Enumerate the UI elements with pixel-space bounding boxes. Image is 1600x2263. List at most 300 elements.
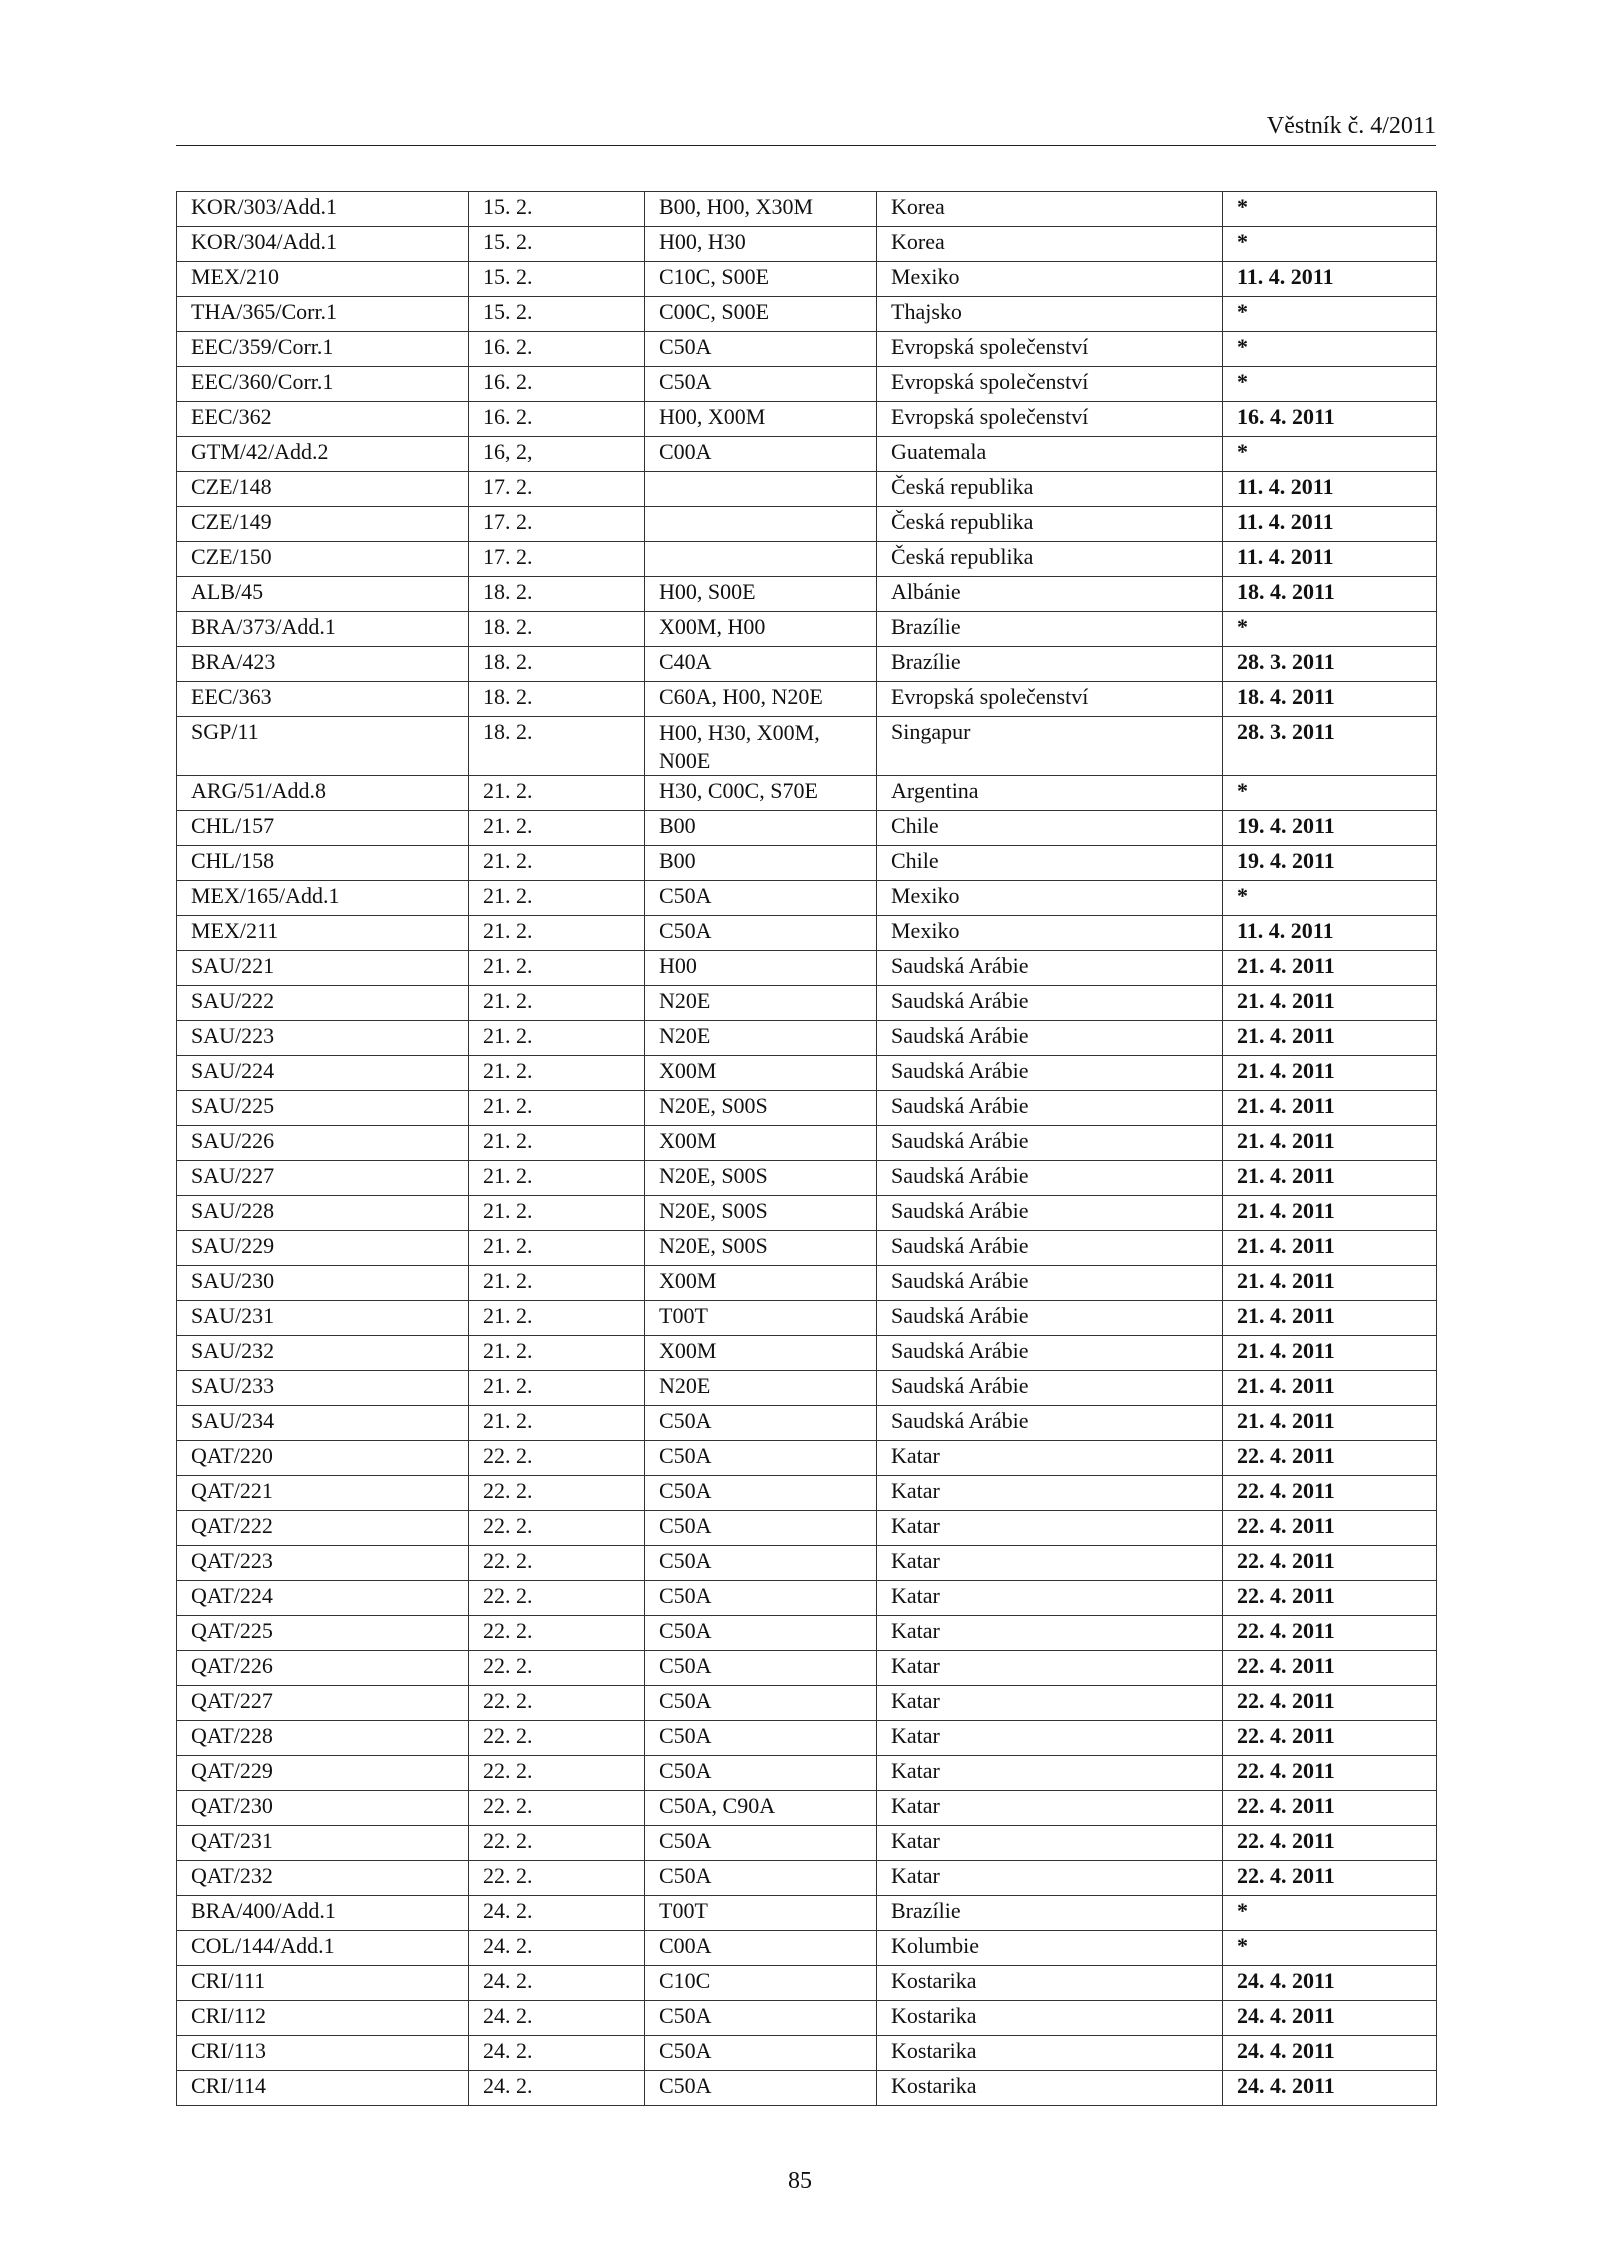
- table-row: [177, 332, 1437, 367]
- date-cell: 22. 2.: [469, 1861, 645, 1896]
- country-cell: Chile: [877, 846, 1223, 881]
- date-cell: 15. 2.: [469, 262, 645, 297]
- deadline-cell: 21. 4. 2011: [1223, 1021, 1437, 1056]
- date-cell: 21. 2.: [469, 1266, 645, 1301]
- country-cell: Katar: [877, 1476, 1223, 1511]
- table-row: [177, 542, 1437, 577]
- table-row: [177, 811, 1437, 846]
- deadline-cell: 18. 4. 2011: [1223, 682, 1437, 717]
- table-row: [177, 717, 1437, 776]
- document-symbol-cell: CRI/111: [177, 1966, 469, 2001]
- code-cell: C50A: [645, 332, 877, 367]
- document-symbol-cell: EEC/363: [177, 682, 469, 717]
- table-row: [177, 1126, 1437, 1161]
- document-symbol-cell: SAU/231: [177, 1301, 469, 1336]
- date-cell: 16, 2,: [469, 437, 645, 472]
- country-cell: Katar: [877, 1791, 1223, 1826]
- code-cell: C50A: [645, 1511, 877, 1546]
- code-cell: B00, H00, X30M: [645, 192, 877, 227]
- date-cell: 15. 2.: [469, 227, 645, 262]
- document-symbol-cell: KOR/303/Add.1: [177, 192, 469, 227]
- code-cell: B00: [645, 846, 877, 881]
- date-cell: 21. 2.: [469, 916, 645, 951]
- document-symbol-cell: QAT/232: [177, 1861, 469, 1896]
- code-cell: C50A: [645, 1651, 877, 1686]
- date-cell: 21. 2.: [469, 1091, 645, 1126]
- deadline-cell: *: [1223, 332, 1437, 367]
- date-cell: 21. 2.: [469, 776, 645, 811]
- table-row: [177, 1476, 1437, 1511]
- deadline-cell: 24. 4. 2011: [1223, 2071, 1437, 2106]
- document-symbol-cell: SAU/228: [177, 1196, 469, 1231]
- date-cell: 21. 2.: [469, 986, 645, 1021]
- date-cell: 21. 2.: [469, 811, 645, 846]
- deadline-cell: 11. 4. 2011: [1223, 262, 1437, 297]
- code-cell: H00: [645, 951, 877, 986]
- document-symbol-cell: SAU/230: [177, 1266, 469, 1301]
- date-cell: 22. 2.: [469, 1686, 645, 1721]
- document-symbol-cell: SAU/223: [177, 1021, 469, 1056]
- deadline-cell: 22. 4. 2011: [1223, 1826, 1437, 1861]
- date-cell: 22. 2.: [469, 1721, 645, 1756]
- deadline-cell: 28. 3. 2011: [1223, 647, 1437, 682]
- country-cell: Kostarika: [877, 1966, 1223, 2001]
- code-cell: T00T: [645, 1896, 877, 1931]
- document-symbol-cell: THA/365/Corr.1: [177, 297, 469, 332]
- deadline-cell: 18. 4. 2011: [1223, 577, 1437, 612]
- document-symbol-cell: QAT/220: [177, 1441, 469, 1476]
- deadline-cell: 19. 4. 2011: [1223, 811, 1437, 846]
- table-row: [177, 192, 1437, 227]
- code-cell: C50A: [645, 2071, 877, 2106]
- table-row: [177, 1756, 1437, 1791]
- table-row: [177, 1686, 1437, 1721]
- document-symbol-cell: KOR/304/Add.1: [177, 227, 469, 262]
- date-cell: 24. 2.: [469, 2036, 645, 2071]
- date-cell: 21. 2.: [469, 1336, 645, 1371]
- country-cell: Evropská společenství: [877, 367, 1223, 402]
- country-cell: Brazílie: [877, 1896, 1223, 1931]
- country-cell: Argentina: [877, 776, 1223, 811]
- date-cell: 16. 2.: [469, 332, 645, 367]
- date-cell: 16. 2.: [469, 367, 645, 402]
- table-row: [177, 1546, 1437, 1581]
- page-header-title: Věstník č. 4/2011: [1266, 113, 1436, 139]
- document-symbol-cell: CZE/149: [177, 507, 469, 542]
- date-cell: 17. 2.: [469, 472, 645, 507]
- document-symbol-cell: SAU/227: [177, 1161, 469, 1196]
- date-cell: 21. 2.: [469, 1371, 645, 1406]
- country-cell: Saudská Arábie: [877, 1266, 1223, 1301]
- deadline-cell: 11. 4. 2011: [1223, 472, 1437, 507]
- deadline-cell: 22. 4. 2011: [1223, 1581, 1437, 1616]
- deadline-cell: 21. 4. 2011: [1223, 1161, 1437, 1196]
- date-cell: 22. 2.: [469, 1791, 645, 1826]
- country-cell: Katar: [877, 1546, 1223, 1581]
- deadline-cell: *: [1223, 1896, 1437, 1931]
- deadline-cell: *: [1223, 612, 1437, 647]
- code-cell: C40A: [645, 647, 877, 682]
- country-cell: Katar: [877, 1651, 1223, 1686]
- document-symbol-cell: CRI/114: [177, 2071, 469, 2106]
- deadline-cell: *: [1223, 881, 1437, 916]
- code-cell: H00, H30, X00M, N00E: [645, 717, 877, 776]
- date-cell: 22. 2.: [469, 1651, 645, 1686]
- table-row: [177, 507, 1437, 542]
- code-cell: C50A: [645, 367, 877, 402]
- deadline-cell: 11. 4. 2011: [1223, 507, 1437, 542]
- table-row: [177, 1336, 1437, 1371]
- table-row: [177, 1056, 1437, 1091]
- code-cell: N20E: [645, 986, 877, 1021]
- code-cell: C60A, H00, N20E: [645, 682, 877, 717]
- table-row: [177, 846, 1437, 881]
- date-cell: 21. 2.: [469, 1056, 645, 1091]
- deadline-cell: 22. 4. 2011: [1223, 1756, 1437, 1791]
- date-cell: 22. 2.: [469, 1476, 645, 1511]
- deadline-cell: 22. 4. 2011: [1223, 1861, 1437, 1896]
- document-symbol-cell: MEX/165/Add.1: [177, 881, 469, 916]
- country-cell: Albánie: [877, 577, 1223, 612]
- code-cell: X00M: [645, 1336, 877, 1371]
- code-cell: C50A: [645, 1546, 877, 1581]
- document-symbol-cell: SAU/229: [177, 1231, 469, 1266]
- table-row: [177, 297, 1437, 332]
- table-row: [177, 1196, 1437, 1231]
- document-symbol-cell: SGP/11: [177, 717, 469, 776]
- deadline-cell: 24. 4. 2011: [1223, 2036, 1437, 2071]
- country-cell: Česká republika: [877, 542, 1223, 577]
- date-cell: 21. 2.: [469, 1231, 645, 1266]
- code-cell: C50A: [645, 2001, 877, 2036]
- deadline-cell: 21. 4. 2011: [1223, 1196, 1437, 1231]
- table-row: [177, 1826, 1437, 1861]
- country-cell: Saudská Arábie: [877, 1161, 1223, 1196]
- table-row: [177, 1021, 1437, 1056]
- table-row: [177, 1896, 1437, 1931]
- document-symbol-cell: CZE/150: [177, 542, 469, 577]
- date-cell: 21. 2.: [469, 846, 645, 881]
- deadline-cell: 28. 3. 2011: [1223, 717, 1437, 776]
- country-cell: Česká republika: [877, 507, 1223, 542]
- date-cell: 21. 2.: [469, 951, 645, 986]
- document-symbol-cell: QAT/231: [177, 1826, 469, 1861]
- date-cell: 18. 2.: [469, 717, 645, 776]
- table-row: [177, 262, 1437, 297]
- deadline-cell: *: [1223, 1931, 1437, 1966]
- document-symbol-cell: EEC/359/Corr.1: [177, 332, 469, 367]
- country-cell: Saudská Arábie: [877, 1091, 1223, 1126]
- code-cell: [645, 507, 877, 542]
- date-cell: 17. 2.: [469, 542, 645, 577]
- country-cell: Evropská společenství: [877, 402, 1223, 437]
- deadline-cell: 19. 4. 2011: [1223, 846, 1437, 881]
- table-row: [177, 776, 1437, 811]
- date-cell: 15. 2.: [469, 297, 645, 332]
- table-row: [177, 1091, 1437, 1126]
- document-symbol-cell: QAT/225: [177, 1616, 469, 1651]
- deadline-cell: 21. 4. 2011: [1223, 1231, 1437, 1266]
- document-symbol-cell: BRA/373/Add.1: [177, 612, 469, 647]
- table-row: [177, 986, 1437, 1021]
- code-cell: H00, H30: [645, 227, 877, 262]
- document-symbol-cell: GTM/42/Add.2: [177, 437, 469, 472]
- date-cell: 24. 2.: [469, 1896, 645, 1931]
- document-symbol-cell: SAU/225: [177, 1091, 469, 1126]
- country-cell: Singapur: [877, 717, 1223, 776]
- code-cell: C50A: [645, 2036, 877, 2071]
- date-cell: 24. 2.: [469, 1931, 645, 1966]
- deadline-cell: 22. 4. 2011: [1223, 1721, 1437, 1756]
- deadline-cell: *: [1223, 227, 1437, 262]
- table-row: [177, 1616, 1437, 1651]
- date-cell: 24. 2.: [469, 2071, 645, 2106]
- table-row: [177, 1966, 1437, 2001]
- document-symbol-cell: EEC/362: [177, 402, 469, 437]
- date-cell: 22. 2.: [469, 1546, 645, 1581]
- code-cell: [645, 472, 877, 507]
- deadline-cell: 11. 4. 2011: [1223, 916, 1437, 951]
- deadline-cell: 22. 4. 2011: [1223, 1511, 1437, 1546]
- code-cell: C50A: [645, 1721, 877, 1756]
- table-row: [177, 881, 1437, 916]
- date-cell: 18. 2.: [469, 682, 645, 717]
- document-symbol-cell: BRA/423: [177, 647, 469, 682]
- country-cell: Kostarika: [877, 2036, 1223, 2071]
- code-cell: C50A: [645, 1756, 877, 1791]
- country-cell: Katar: [877, 1581, 1223, 1616]
- country-cell: Kostarika: [877, 2071, 1223, 2106]
- table-row: [177, 1721, 1437, 1756]
- table-row: [177, 1301, 1437, 1336]
- document-symbol-cell: SAU/221: [177, 951, 469, 986]
- deadline-cell: *: [1223, 437, 1437, 472]
- date-cell: 21. 2.: [469, 1196, 645, 1231]
- table-row: [177, 682, 1437, 717]
- table-row: [177, 1406, 1437, 1441]
- notification-table: [176, 191, 1437, 2106]
- table-row: [177, 2071, 1437, 2106]
- code-cell: C50A: [645, 916, 877, 951]
- date-cell: 22. 2.: [469, 1581, 645, 1616]
- table-row: [177, 916, 1437, 951]
- deadline-cell: 21. 4. 2011: [1223, 1056, 1437, 1091]
- code-cell: N20E, S00S: [645, 1161, 877, 1196]
- country-cell: Katar: [877, 1686, 1223, 1721]
- date-cell: 16. 2.: [469, 402, 645, 437]
- table-row: [177, 472, 1437, 507]
- code-cell: C50A: [645, 1616, 877, 1651]
- code-cell: N20E: [645, 1371, 877, 1406]
- code-cell: N20E, S00S: [645, 1196, 877, 1231]
- document-symbol-cell: SAU/232: [177, 1336, 469, 1371]
- country-cell: Saudská Arábie: [877, 1336, 1223, 1371]
- date-cell: 17. 2.: [469, 507, 645, 542]
- code-cell: C50A: [645, 1581, 877, 1616]
- document-symbol-cell: CRI/112: [177, 2001, 469, 2036]
- table-row: [177, 951, 1437, 986]
- table-row: [177, 1581, 1437, 1616]
- code-cell: C10C, S00E: [645, 262, 877, 297]
- country-cell: Korea: [877, 192, 1223, 227]
- deadline-cell: 21. 4. 2011: [1223, 951, 1437, 986]
- table-row: [177, 2036, 1437, 2071]
- country-cell: Saudská Arábie: [877, 951, 1223, 986]
- code-cell: C50A: [645, 1476, 877, 1511]
- document-symbol-cell: QAT/228: [177, 1721, 469, 1756]
- date-cell: 21. 2.: [469, 1406, 645, 1441]
- country-cell: Katar: [877, 1721, 1223, 1756]
- country-cell: Mexiko: [877, 881, 1223, 916]
- code-cell: B00: [645, 811, 877, 846]
- date-cell: 21. 2.: [469, 881, 645, 916]
- date-cell: 15. 2.: [469, 192, 645, 227]
- date-cell: 21. 2.: [469, 1301, 645, 1336]
- deadline-cell: *: [1223, 367, 1437, 402]
- document-symbol-cell: CRI/113: [177, 2036, 469, 2071]
- deadline-cell: 21. 4. 2011: [1223, 986, 1437, 1021]
- table-row: [177, 1266, 1437, 1301]
- table-row: [177, 1161, 1437, 1196]
- table-row: [177, 1371, 1437, 1406]
- code-cell: T00T: [645, 1301, 877, 1336]
- country-cell: Korea: [877, 227, 1223, 262]
- document-symbol-cell: SAU/222: [177, 986, 469, 1021]
- document-symbol-cell: SAU/226: [177, 1126, 469, 1161]
- document-symbol-cell: QAT/226: [177, 1651, 469, 1686]
- code-cell: C00A: [645, 1931, 877, 1966]
- code-cell: C50A: [645, 1686, 877, 1721]
- country-cell: Brazílie: [877, 647, 1223, 682]
- country-cell: Evropská společenství: [877, 682, 1223, 717]
- code-cell: C00A: [645, 437, 877, 472]
- deadline-cell: 24. 4. 2011: [1223, 2001, 1437, 2036]
- document-symbol-cell: CZE/148: [177, 472, 469, 507]
- document-symbol-cell: QAT/221: [177, 1476, 469, 1511]
- date-cell: 18. 2.: [469, 577, 645, 612]
- country-cell: Saudská Arábie: [877, 1406, 1223, 1441]
- country-cell: Brazílie: [877, 612, 1223, 647]
- deadline-cell: 21. 4. 2011: [1223, 1301, 1437, 1336]
- code-cell: X00M: [645, 1266, 877, 1301]
- code-cell: X00M, H00: [645, 612, 877, 647]
- table-row: [177, 1651, 1437, 1686]
- deadline-cell: 11. 4. 2011: [1223, 542, 1437, 577]
- table-row: [177, 577, 1437, 612]
- deadline-cell: 22. 4. 2011: [1223, 1546, 1437, 1581]
- document-symbol-cell: SAU/224: [177, 1056, 469, 1091]
- table-row: [177, 612, 1437, 647]
- country-cell: Katar: [877, 1826, 1223, 1861]
- document-symbol-cell: ALB/45: [177, 577, 469, 612]
- deadline-cell: 21. 4. 2011: [1223, 1336, 1437, 1371]
- country-cell: Katar: [877, 1441, 1223, 1476]
- document-symbol-cell: CHL/157: [177, 811, 469, 846]
- code-cell: N20E: [645, 1021, 877, 1056]
- country-cell: Mexiko: [877, 262, 1223, 297]
- table-row: [177, 437, 1437, 472]
- deadline-cell: 21. 4. 2011: [1223, 1266, 1437, 1301]
- table-row: [177, 1231, 1437, 1266]
- date-cell: 21. 2.: [469, 1021, 645, 1056]
- country-cell: Katar: [877, 1861, 1223, 1896]
- code-cell: N20E, S00S: [645, 1231, 877, 1266]
- table-body: [177, 192, 1437, 2106]
- country-cell: Chile: [877, 811, 1223, 846]
- date-cell: 22. 2.: [469, 1511, 645, 1546]
- code-cell: C50A: [645, 1826, 877, 1861]
- document-symbol-cell: QAT/227: [177, 1686, 469, 1721]
- code-cell: C50A, C90A: [645, 1791, 877, 1826]
- country-cell: Katar: [877, 1511, 1223, 1546]
- page-number: 85: [788, 2168, 812, 2194]
- table-row: [177, 2001, 1437, 2036]
- document-symbol-cell: SAU/234: [177, 1406, 469, 1441]
- country-cell: Saudská Arábie: [877, 1021, 1223, 1056]
- deadline-cell: *: [1223, 297, 1437, 332]
- deadline-cell: 16. 4. 2011: [1223, 402, 1437, 437]
- deadline-cell: 22. 4. 2011: [1223, 1441, 1437, 1476]
- date-cell: 21. 2.: [469, 1126, 645, 1161]
- document-symbol-cell: CHL/158: [177, 846, 469, 881]
- country-cell: Česká republika: [877, 472, 1223, 507]
- document-symbol-cell: ARG/51/Add.8: [177, 776, 469, 811]
- date-cell: 22. 2.: [469, 1616, 645, 1651]
- code-cell: C50A: [645, 1861, 877, 1896]
- document-symbol-cell: MEX/210: [177, 262, 469, 297]
- code-cell: C50A: [645, 881, 877, 916]
- document-symbol-cell: COL/144/Add.1: [177, 1931, 469, 1966]
- date-cell: 18. 2.: [469, 612, 645, 647]
- code-cell: C00C, S00E: [645, 297, 877, 332]
- code-cell: C50A: [645, 1406, 877, 1441]
- deadline-cell: 21. 4. 2011: [1223, 1091, 1437, 1126]
- document-symbol-cell: QAT/224: [177, 1581, 469, 1616]
- table-row: [177, 402, 1437, 437]
- deadline-cell: 22. 4. 2011: [1223, 1476, 1437, 1511]
- country-cell: Thajsko: [877, 297, 1223, 332]
- deadline-cell: 21. 4. 2011: [1223, 1126, 1437, 1161]
- country-cell: Kolumbie: [877, 1931, 1223, 1966]
- code-cell: X00M: [645, 1056, 877, 1091]
- document-symbol-cell: QAT/222: [177, 1511, 469, 1546]
- document-symbol-cell: MEX/211: [177, 916, 469, 951]
- deadline-cell: *: [1223, 192, 1437, 227]
- deadline-cell: 22. 4. 2011: [1223, 1616, 1437, 1651]
- date-cell: 21. 2.: [469, 1161, 645, 1196]
- country-cell: Saudská Arábie: [877, 1231, 1223, 1266]
- code-cell: H00, S00E: [645, 577, 877, 612]
- document-symbol-cell: SAU/233: [177, 1371, 469, 1406]
- header-rule: [176, 145, 1436, 146]
- deadline-cell: 22. 4. 2011: [1223, 1651, 1437, 1686]
- country-cell: Mexiko: [877, 916, 1223, 951]
- code-cell: C50A: [645, 1441, 877, 1476]
- country-cell: Saudská Arábie: [877, 1126, 1223, 1161]
- document-symbol-cell: BRA/400/Add.1: [177, 1896, 469, 1931]
- country-cell: Saudská Arábie: [877, 1371, 1223, 1406]
- document-symbol-cell: EEC/360/Corr.1: [177, 367, 469, 402]
- deadline-cell: *: [1223, 776, 1437, 811]
- deadline-cell: 22. 4. 2011: [1223, 1791, 1437, 1826]
- country-cell: Guatemala: [877, 437, 1223, 472]
- date-cell: 22. 2.: [469, 1826, 645, 1861]
- country-cell: Saudská Arábie: [877, 1056, 1223, 1091]
- table-row: [177, 1861, 1437, 1896]
- date-cell: 24. 2.: [469, 1966, 645, 2001]
- country-cell: Katar: [877, 1616, 1223, 1651]
- date-cell: 24. 2.: [469, 2001, 645, 2036]
